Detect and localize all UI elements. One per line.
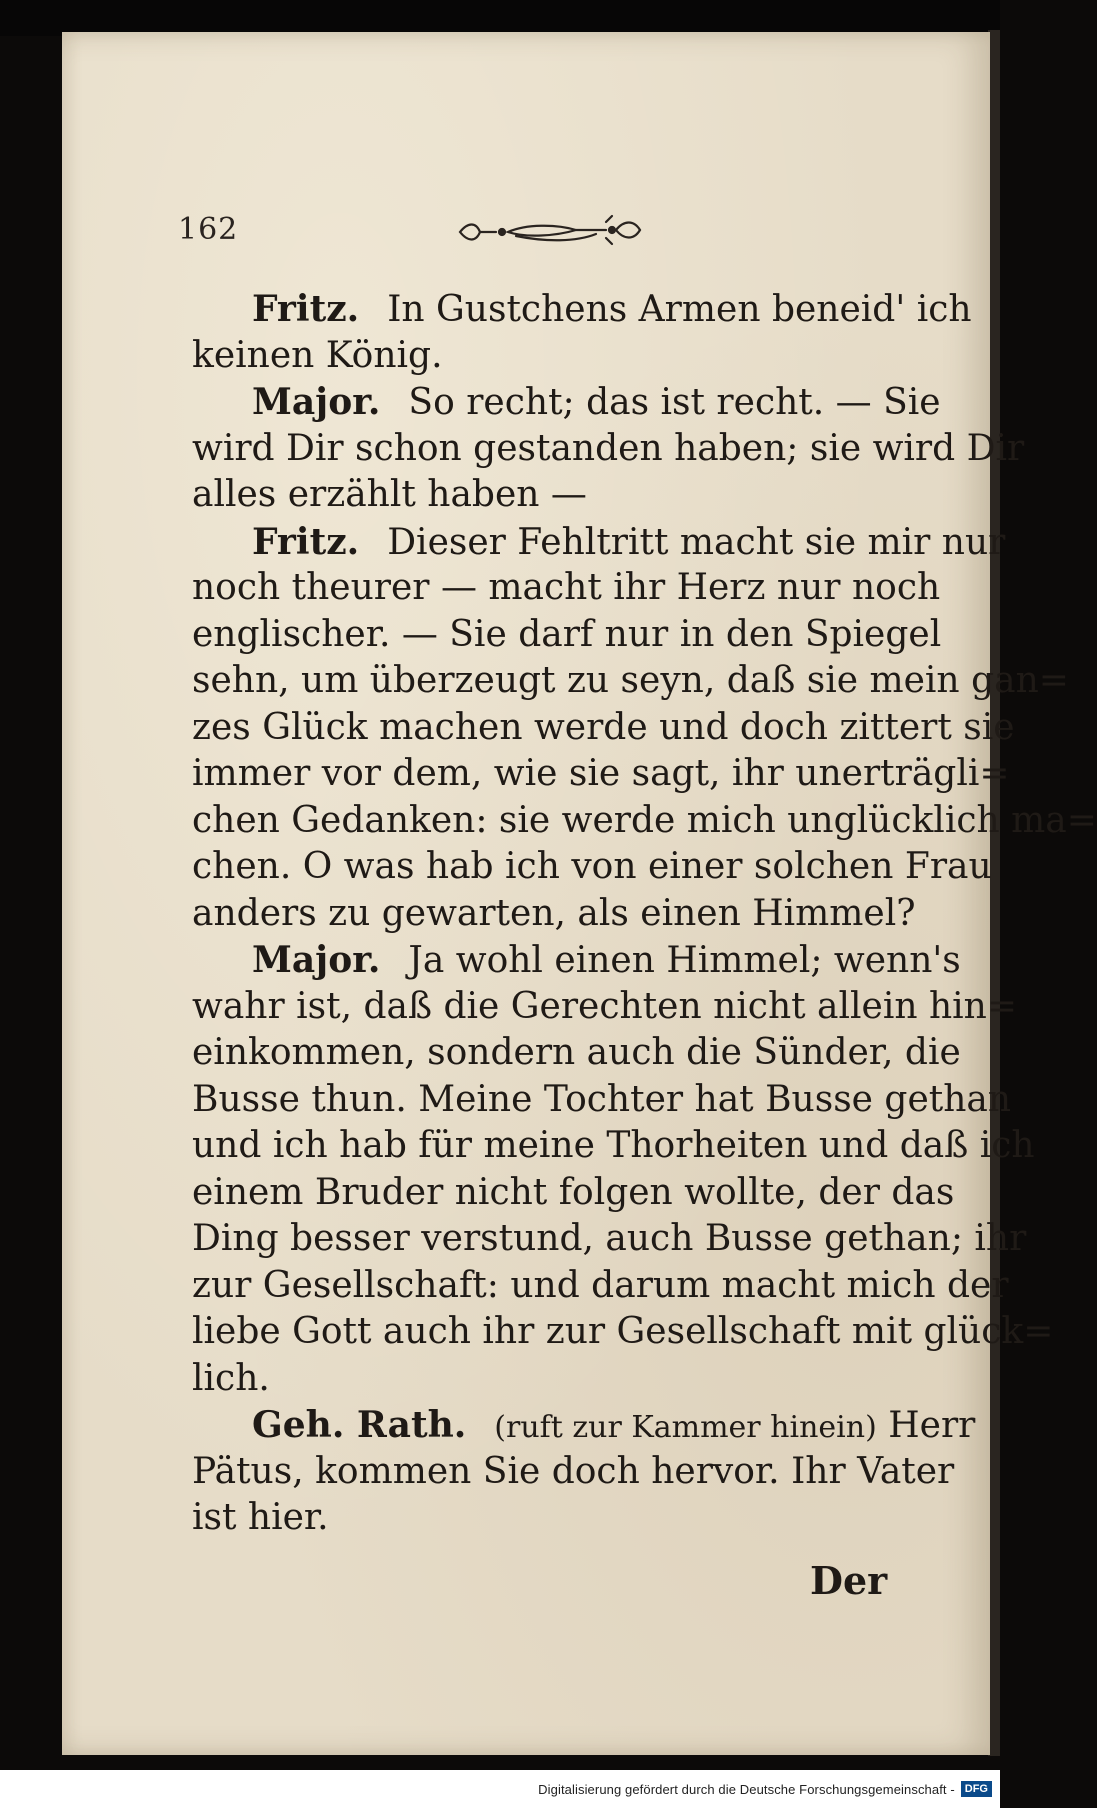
line-text: keinen König. bbox=[192, 334, 443, 376]
scan-background-top bbox=[0, 0, 1000, 36]
line-text: einkommen, sondern auch die Sünder, die bbox=[192, 1032, 961, 1073]
footer-credit: Digitalisierung gefördert durch die Deutsche Forschungsgemeinschaft - bbox=[538, 1781, 955, 1797]
body-text bbox=[192, 286, 1097, 1542]
text-line bbox=[192, 286, 972, 333]
speaker-name: Major. bbox=[252, 939, 381, 981]
line-text: anders zu gewarten, als einen Himmel? bbox=[192, 892, 916, 934]
text-line bbox=[192, 1309, 1054, 1356]
speaker-name: Geh. Rath. bbox=[252, 1404, 467, 1446]
stage-direction: (ruft zur Kammer hinein) bbox=[494, 1410, 877, 1445]
speaker-name: Fritz. bbox=[252, 288, 360, 330]
text-line bbox=[192, 658, 1069, 705]
dfg-logo: DFG bbox=[961, 1781, 992, 1797]
text-line bbox=[192, 1170, 955, 1217]
text-line bbox=[192, 751, 1010, 798]
line-text: lich. bbox=[192, 1357, 270, 1399]
text-line bbox=[192, 1216, 1027, 1263]
line-text: alles erzählt haben — bbox=[192, 474, 587, 515]
line-text: zes Glück machen werde und doch zittert sie bbox=[192, 706, 1015, 748]
text-line bbox=[192, 565, 941, 612]
floral-ornament-icon bbox=[456, 212, 646, 252]
text-line bbox=[192, 1030, 961, 1077]
line-text: chen Gedanken: sie werde mich unglücklich ma= bbox=[192, 799, 1097, 841]
line-text: In Gustchens Armen beneid' ich bbox=[387, 289, 972, 330]
text-line bbox=[192, 426, 1025, 473]
text-line bbox=[192, 937, 961, 984]
catchword: Der bbox=[810, 1558, 888, 1603]
text-line bbox=[192, 844, 992, 891]
scan-background-bottom bbox=[0, 1756, 1000, 1770]
text-line bbox=[192, 705, 1015, 752]
digitization-footer bbox=[0, 1770, 1000, 1808]
line-text: Pätus, kommen Sie doch hervor. Ihr Vater bbox=[192, 1450, 955, 1492]
line-text: Busse thun. Meine Tochter hat Busse gethan bbox=[192, 1078, 1012, 1120]
line-text: Ja wohl einen Himmel; wenn's bbox=[408, 940, 961, 981]
text-line bbox=[192, 1263, 1009, 1310]
line-text: Herr bbox=[888, 1405, 976, 1446]
text-line bbox=[192, 1077, 1012, 1124]
text-line bbox=[192, 612, 942, 659]
text-line bbox=[192, 984, 1018, 1031]
line-text: einem Bruder nicht folgen wollte, der das bbox=[192, 1171, 955, 1213]
line-text: und ich hab für meine Thorheiten und daß ich bbox=[192, 1125, 1035, 1166]
line-text: englischer. — Sie darf nur in den Spiegel bbox=[192, 613, 942, 655]
line-text: sehn, um überzeugt zu seyn, daß sie mein gan= bbox=[192, 660, 1069, 701]
speaker-name: Major. bbox=[252, 381, 381, 423]
text-line bbox=[192, 379, 941, 426]
text-line bbox=[192, 1449, 955, 1496]
line-text: immer vor dem, wie sie sagt, ihr unerträgli= bbox=[192, 753, 1010, 794]
line-text: liebe Gott auch ihr zur Gesellschaft mit glück= bbox=[192, 1311, 1054, 1352]
text-line bbox=[192, 472, 900, 519]
line-text: chen. O was hab ich von einer solchen Frau bbox=[192, 846, 992, 887]
text-line bbox=[192, 891, 916, 938]
text-line bbox=[192, 1495, 900, 1542]
page-number: 162 bbox=[178, 212, 239, 247]
text-line bbox=[192, 1356, 900, 1403]
text-line bbox=[192, 1402, 976, 1449]
line-text: wird Dir schon gestanden haben; sie wird Dir bbox=[192, 427, 1025, 469]
text-line bbox=[192, 798, 1097, 845]
line-text: ist hier. bbox=[192, 1497, 329, 1538]
text-line bbox=[192, 519, 1006, 566]
speaker-name: Fritz. bbox=[252, 520, 360, 563]
text-line bbox=[192, 1123, 1035, 1170]
line-text: Dieser Fehltritt macht sie mir nur bbox=[387, 521, 1006, 563]
line-text: wahr ist, daß die Gerechten nicht allein hin= bbox=[192, 985, 1018, 1027]
line-text: So recht; das ist recht. — Sie bbox=[408, 382, 941, 423]
text-line bbox=[192, 333, 900, 380]
line-text: Ding besser verstund, auch Busse gethan; ihr bbox=[192, 1218, 1027, 1259]
line-text: noch theurer — macht ihr Herz nur noch bbox=[192, 567, 941, 608]
line-text: zur Gesellschaft: und darum macht mich der bbox=[192, 1264, 1009, 1306]
